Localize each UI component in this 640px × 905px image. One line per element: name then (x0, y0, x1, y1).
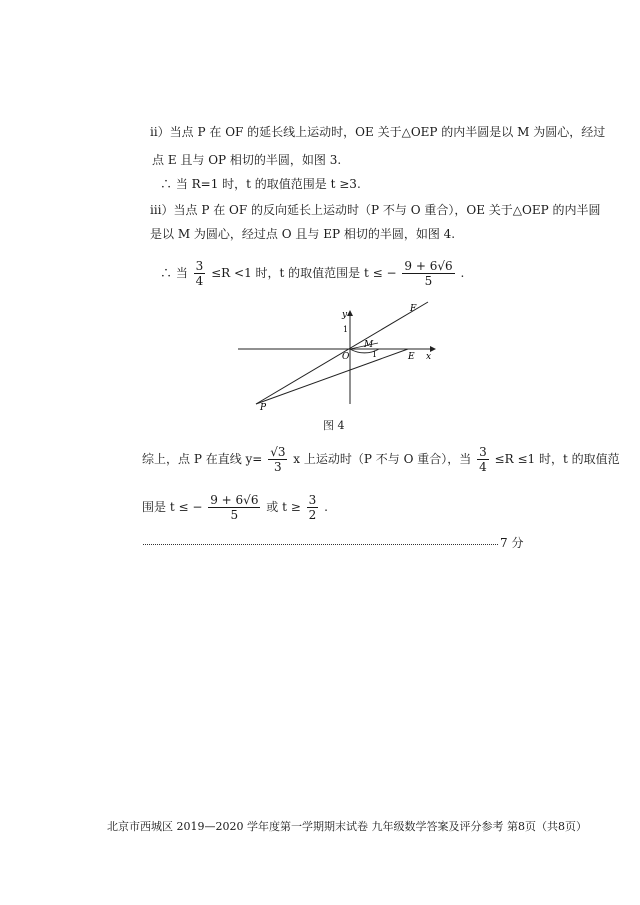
fraction (268, 445, 287, 474)
case-iii-text: ⅲ）当点 P 在 OF 的反向延长上运动时（P 不与 O 重合），OE 关于△OEP 的内半圆 (150, 203, 601, 217)
case-ii-text-cont: 点 E 且与 OP 相切的半圆，如图 3. (152, 153, 342, 167)
text-segment: 或 t ≥ (266, 500, 301, 514)
text-segment: ≤R <1 时，t 的取值范围是 t ≤ − (211, 266, 397, 280)
fraction-denominator: 5 (230, 508, 239, 522)
summary-line-cont: 围是 t ≤ − $\frac{9 + 6√6}{5}$ 或 t ≥ $\frac{3}{2}$ . (142, 493, 328, 522)
y-axis-label: y (342, 310, 348, 320)
case-iii-conclusion: ∴ 当 $\frac{3}{4}$ ≤R <1 时，t 的取值范围是 t ≤ − $\frac{9 + 6√6}{5}$ . (160, 259, 465, 288)
fraction-numerator: 3 (479, 445, 487, 459)
figure-caption: 图 4 (323, 419, 345, 432)
y-unit-label: 1 (343, 325, 349, 334)
fraction-numerator: 9 + 6√6 (404, 259, 453, 273)
fraction-denominator: 5 (424, 274, 433, 288)
fraction (208, 493, 260, 522)
text-segment: 综上，点 P 在直线 y= (142, 452, 263, 466)
point-p-label: P (260, 403, 267, 413)
text-segment: x 上运动时（P 不与 O 重合），当 (293, 452, 472, 466)
text-segment: ≤R ≤1 时，t 的取值范 (494, 452, 620, 466)
fraction-denominator: 2 (308, 508, 317, 522)
fraction (307, 493, 319, 522)
summary-line (142, 442, 620, 476)
fraction-numerator: 3 (195, 259, 204, 273)
fraction-numerator: 3 (308, 493, 317, 507)
fraction-numerator: 9 + 6√6 (210, 493, 259, 507)
page-footer: 北京市西城区 2019—2020 学年度第一学期期末试卷 九年级数学答案及评分参考 第8页（共8页） (107, 820, 587, 833)
point-o-label: O (342, 352, 350, 362)
score-leader-dots (143, 536, 498, 545)
x-unit-label: 1 (372, 350, 378, 359)
text-segment: ∴ 当 (160, 266, 188, 280)
score-label: 7 分 (500, 536, 524, 550)
fraction (402, 259, 454, 288)
fraction-denominator: 4 (479, 460, 487, 474)
point-e-label: E (408, 352, 415, 362)
point-f-label: F (410, 304, 417, 314)
case-ii-text: ⅱ）当点 P 在 OF 的延长线上运动时，OE 关于△OEP 的内半圆是以 M 为圆心，经过 (150, 125, 606, 139)
x-axis-label: x (426, 352, 432, 362)
fraction-denominator: 4 (195, 274, 204, 288)
fraction-denominator: 3 (274, 460, 282, 474)
figure-4 (230, 296, 440, 414)
fraction (194, 259, 206, 288)
point-m-label: M (364, 340, 374, 350)
case-ii-conclusion: ∴ 当 R=1 时，t 的取值范围是 t ≥3. (160, 177, 361, 191)
text-segment: 围是 t ≤ − (142, 500, 203, 514)
case-iii-text-cont: 是以 M 为圆心，经过点 O 且与 EP 相切的半圆，如图 4. (150, 227, 456, 241)
fraction (477, 445, 489, 474)
fraction-numerator: √3 (270, 445, 286, 459)
